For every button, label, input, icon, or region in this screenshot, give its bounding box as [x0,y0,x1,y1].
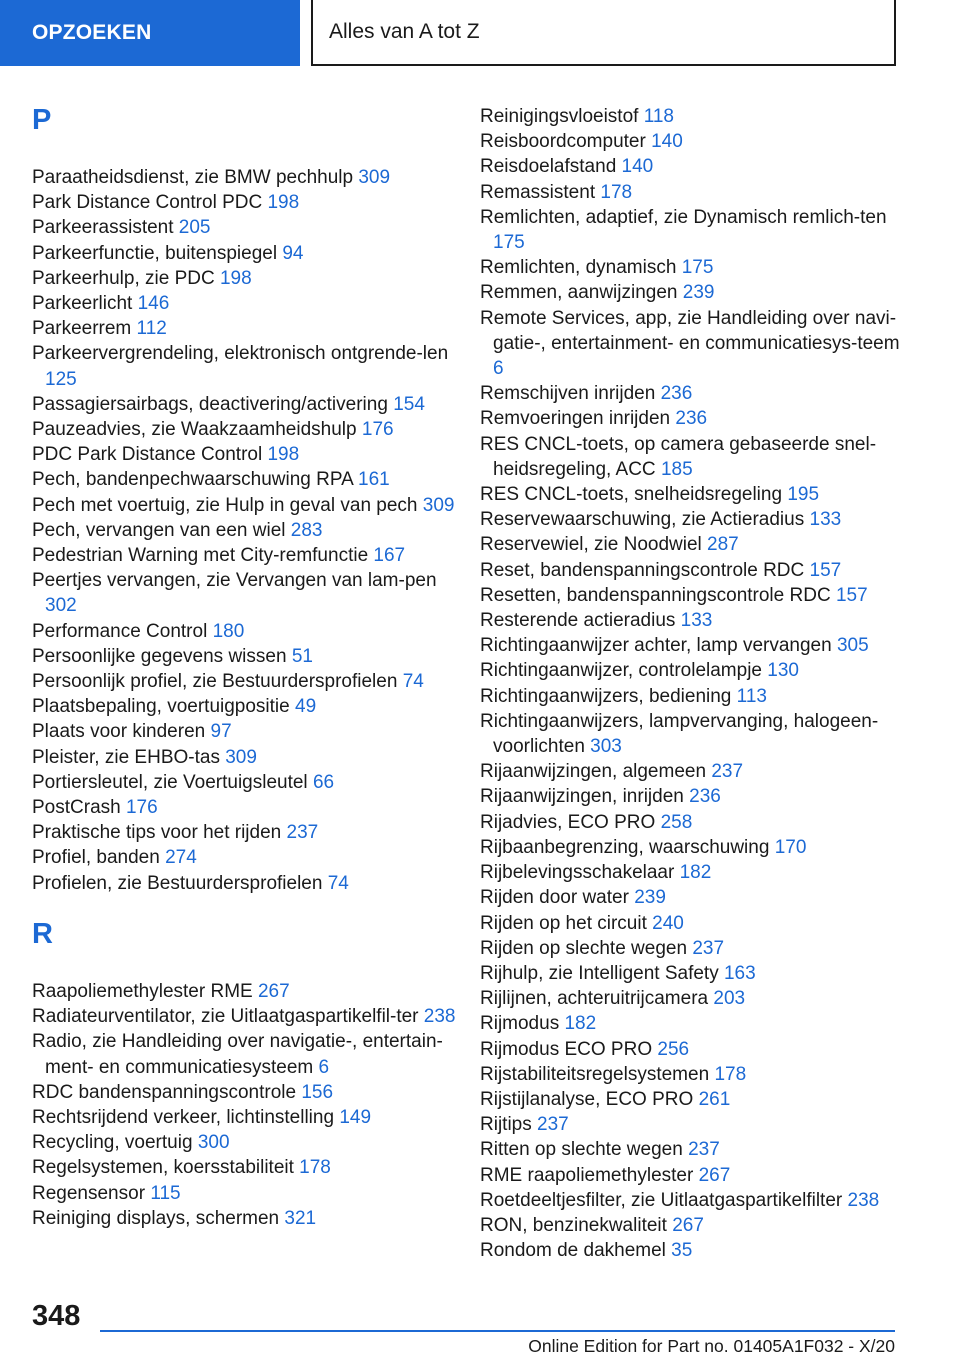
index-entry-text: Persoonlijke gegevens wissen [32,645,287,667]
index-entry-text: Performance Control [32,620,208,642]
index-entry [32,871,457,896]
index-entry-text: Richtingaanwijzer achter, lamp vervangen [480,635,832,657]
index-entry-text: Pleister, zie EHBO-tas [32,746,220,768]
index-entry-text: Rijden op slechte wegen [480,937,688,959]
index-page-link[interactable]: 274 [165,847,197,869]
index-entry [480,406,905,431]
index-page-link[interactable]: 302 [45,595,77,617]
index-entry-text: Plaatsbepaling, voertuigpositie [32,696,290,718]
index-entry-text: Remmen, aanwijzingen [480,282,678,304]
index-page-link[interactable]: 180 [212,620,245,642]
index-entry [480,936,905,961]
index-page-link[interactable]: 133 [680,610,713,632]
index-entry-text: PostCrash [32,797,121,819]
index-entry-text: Rijmodus [480,1013,560,1035]
index-page-link[interactable]: 125 [45,368,77,390]
index-page-link[interactable]: 236 [675,408,708,430]
index-entry-text: Reiniging displays, schermen [32,1207,280,1229]
index-entry [480,381,905,406]
index-page-link[interactable]: 178 [299,1157,331,1179]
index-page-link[interactable]: 237 [537,1114,569,1136]
index-entry-text: Rijbaanbegrenzing, waarschuwing [480,836,770,858]
index-page-link[interactable]: 300 [197,1132,230,1154]
index-entry [480,911,905,936]
index-entry [480,306,905,382]
index-entry [32,241,457,266]
index-page-link[interactable]: 238 [847,1189,880,1211]
index-entry [32,215,457,240]
index-entry-text: Rijlijnen, achteruitrijcamera [480,988,709,1010]
tab-opzoeken[interactable] [0,0,300,66]
index-entry-text: Rijhulp, zie Intelligent Safety [480,962,719,984]
index-page-link[interactable]: 237 [711,761,744,783]
footer-divider [100,1330,895,1332]
index-page-link[interactable]: 175 [493,232,525,254]
index-entry [480,1163,905,1188]
index-page-link[interactable]: 146 [137,293,170,315]
index-entry [480,835,905,860]
index-page-link[interactable]: 236 [660,383,693,405]
index-page-link[interactable]: 113 [736,685,767,707]
index-entry [32,291,457,316]
index-page-link[interactable]: 267 [698,1164,731,1186]
index-entry [480,1037,905,1062]
index-entry [32,1080,457,1105]
index-page-link[interactable]: 157 [835,584,868,606]
index-page-link[interactable]: 198 [267,444,300,466]
index-entry-text: Rijmodus ECO PRO [480,1038,653,1060]
index-entry [32,316,457,341]
index-page-link[interactable]: 239 [634,887,666,909]
index-entry-text: Reservewiel, zie Noodwiel [480,534,702,556]
index-entry-text: Richtingaanwijzers, bediening [480,685,732,707]
index-entry [32,1004,457,1029]
index-entry [480,583,905,608]
index-entry-text: RES CNCL-toets, snelheidsregeling [480,484,783,506]
index-entry-text: Park Distance Control PDC [32,192,263,214]
index-entry-text: Paraatheidsdienst, zie BMW pechhulp [32,167,354,188]
index-entry [32,1130,457,1155]
index-page-link[interactable]: 195 [787,484,820,506]
index-page-link[interactable]: 74 [327,872,349,894]
index-entry-text: Reservewaarschuwing, zie Actieradius [480,509,805,531]
index-entry-text: RON, benzinekwaliteit [480,1214,667,1236]
index-entry-text: Parkeerhulp, zie PDC [32,267,215,289]
index-entry [32,392,457,417]
index-entry-text: Rijstijlanalyse, ECO PRO [480,1088,694,1110]
index-entry [32,266,457,291]
index-entry-text: Resterende actieradius [480,610,676,632]
tab-opzoeken-label: OPZOEKEN [32,21,152,44]
index-page-link[interactable]: 203 [713,988,746,1010]
index-page-link[interactable]: 112 [136,318,167,340]
index-entry-text: Remassistent [480,181,596,203]
index-entry [480,205,905,255]
index-entry-text: RES CNCL-toets, op camera gebaseerde snel-heidsregeling, ACC [480,433,877,480]
index-entry [480,784,905,809]
index-entry-text: Parkeerlicht [32,293,133,315]
index-entry [32,493,457,518]
tab-az-label: Alles van A tot Z [329,20,480,43]
index-entry-text: Pech, bandenpechwaarschuwing RPA [32,469,353,491]
index-page-link[interactable]: 167 [373,545,406,567]
index-page-link[interactable]: 6 [493,358,504,380]
index-entry-text: Rijbelevingsschakelaar [480,862,675,884]
index-entry-text: Rijden op het circuit [480,912,647,934]
index-page-link[interactable]: 51 [291,645,313,667]
index-entry [480,1137,905,1162]
index-page-link[interactable]: 239 [682,282,715,304]
index-entry-text: Profielen, zie Bestuurdersprofielen [32,872,323,894]
index-entry [32,190,457,215]
index-page-link[interactable]: 237 [688,1139,720,1161]
index-entry-text: Regensensor [32,1182,146,1204]
index-page-link[interactable]: 303 [590,736,622,758]
index-column-left [32,104,457,1231]
tab-alles-van-a-tot-z[interactable] [311,0,896,66]
index-entry-text: Profiel, banden [32,847,160,869]
index-page-link[interactable]: 163 [723,962,756,984]
index-entry [480,1238,905,1263]
index-entry-text: RME raapoliemethylester [480,1164,694,1186]
index-entry-text: Radiateurventilator, zie Uitlaatgaspartikelfil-ter [32,1006,419,1028]
index-entry-text: Plaats voor kinderen [32,721,206,743]
index-entry [480,432,905,482]
index-entry [32,165,457,190]
index-page-link[interactable]: 240 [652,912,684,934]
index-page-link[interactable]: 175 [681,257,714,279]
index-page-link[interactable]: 74 [402,671,424,693]
index-entry [480,280,905,305]
index-entry [480,154,905,179]
index-entry [32,669,457,694]
index-entry-text: Remschijven inrijden [480,383,656,405]
index-letter-p: P [32,104,52,136]
index-page-link[interactable]: 238 [423,1006,456,1028]
index-entry [480,129,905,154]
index-entry [32,719,457,744]
index-entry-text: Rijtips [480,1114,532,1136]
index-page-link[interactable]: 149 [339,1106,372,1128]
index-entry [480,986,905,1011]
index-entry [32,467,457,492]
index-entry-text: Rondom de dakhemel [480,1240,666,1262]
index-entry-text: Reset, bandenspanningscontrole RDC [480,559,805,581]
index-entry [32,518,457,543]
index-entry-text: Pech met voertuig, zie Hulp in geval van pech [32,494,418,516]
index-entry-text: PDC Park Distance Control [32,444,263,466]
index-page-link[interactable]: 115 [150,1182,181,1204]
index-page-link[interactable]: 309 [422,494,455,516]
index-page-link[interactable]: 176 [361,419,394,441]
index-page-link[interactable]: 176 [125,797,158,819]
index-list-r [32,979,457,1231]
index-page-link[interactable]: 94 [282,242,304,264]
header [0,0,960,66]
index-page-link[interactable]: 205 [178,217,211,239]
index-entry [480,1188,905,1213]
index-entry [480,1011,905,1036]
index-list-p [32,165,457,896]
index-entry [480,633,905,658]
index-page-link[interactable]: 258 [660,811,693,833]
index-entry-text: Remlichten, adaptief, zie Dynamisch remlich-ten [480,206,887,228]
index-entry [480,1213,905,1238]
index-entry [480,507,905,532]
index-entry [32,568,457,618]
index-page-link[interactable]: 161 [358,469,390,491]
index-entry-text: Regelsystemen, koersstabiliteit [32,1157,294,1179]
index-page-link[interactable]: 198 [219,267,252,289]
index-entry [32,1181,457,1206]
index-page-link[interactable]: 236 [689,786,721,808]
index-entry-text: Remlichten, dynamisch [480,257,677,279]
index-page-link[interactable]: 157 [809,559,842,581]
index-entry [480,180,905,205]
index-entry [480,810,905,835]
index-entry [480,1087,905,1112]
index-entry-text: Roetdeeltjesfilter, zie Uitlaatgaspartikelfilter [480,1189,843,1211]
index-page-link[interactable]: 256 [657,1038,690,1060]
index-page-link[interactable]: 185 [660,458,693,480]
index-page-link[interactable]: 170 [774,836,807,858]
index-page-link[interactable]: 237 [692,937,725,959]
index-page-link[interactable]: 140 [651,131,683,153]
index-entry [32,1029,457,1079]
index-entry-text: Parkeervergrendeling, elektronisch ontgrende-len [32,343,449,365]
index-page-link[interactable]: 309 [225,746,257,768]
index-entry [480,1062,905,1087]
index-page-link[interactable]: 49 [295,696,317,718]
index-entry-text: Reisboordcomputer [480,131,646,153]
index-list-r-continued [480,104,905,1263]
index-entry-text: Recycling, voertuig [32,1132,193,1154]
index-entry-text: Remote Services, app, zie Handleiding over navi-gatie-, entertainment- en communicatiesys-teem [480,307,900,354]
index-page-link[interactable]: 305 [836,635,869,657]
index-page-link[interactable]: 267 [257,980,290,1002]
index-entry [480,759,905,784]
index-entry [480,1112,905,1137]
index-entry [480,482,905,507]
index-page-link[interactable]: 133 [809,509,842,531]
index-page-link[interactable]: 261 [698,1088,731,1110]
index-entry-text: Rijadvies, ECO PRO [480,811,656,833]
index-entry [32,442,457,467]
index-page-link[interactable]: 35 [671,1240,693,1262]
index-entry [32,341,457,391]
index-entry [32,820,457,845]
index-entry [32,770,457,795]
index-entry-text: Richtingaanwijzers, lampvervanging, halogeen-voorlichten [480,710,879,758]
index-column-right [480,104,905,1263]
index-entry [32,795,457,820]
index-entry-text: Persoonlijk profiel, zie Bestuurdersprofielen [32,671,398,693]
index-page-link[interactable]: 267 [672,1214,704,1236]
index-page-link[interactable]: 66 [312,771,335,793]
index-entry [480,608,905,633]
index-page-link[interactable]: 321 [284,1207,317,1229]
index-entry [480,532,905,557]
index-page-link[interactable]: 309 [358,167,391,188]
index-entry [480,255,905,280]
index-entry [480,658,905,683]
index-page-link[interactable]: 140 [621,156,654,178]
index-entry-text: Reisdoelafstand [480,156,617,178]
index-entry [32,979,457,1004]
index-page-link[interactable]: 182 [679,862,712,884]
index-page-link[interactable]: 118 [643,106,674,127]
index-page-link[interactable]: 178 [714,1063,747,1085]
index-page-link[interactable]: 130 [767,660,799,682]
index-page-link[interactable]: 283 [290,519,323,541]
index-entry-text: Pech, vervangen van een wiel [32,519,286,541]
index-entry [480,961,905,986]
index-entry [32,543,457,568]
index-page-link[interactable]: 198 [267,192,300,214]
index-entry [32,644,457,669]
index-page-link[interactable]: 154 [393,393,425,415]
index-entry-text: Parkeerassistent [32,217,174,239]
index-entry-text: Parkeerrem [32,318,132,340]
index-page-link[interactable]: 6 [318,1056,330,1078]
index-entry-text: Rijaanwijzingen, algemeen [480,761,707,783]
index-entry [32,1155,457,1180]
index-entry-text: Rijstabiliteitsregelsystemen [480,1063,710,1085]
index-page-link[interactable]: 178 [600,181,633,203]
index-entry [32,417,457,442]
index-page-link[interactable]: 182 [564,1013,597,1035]
index-entry-text: Rijden door water [480,887,629,909]
index-entry-text: Remvoeringen inrijden [480,408,671,430]
index-entry [32,1105,457,1130]
index-entry [480,709,905,759]
index-entry-text: Peertjes vervangen, zie Vervangen van lam-pen [32,570,437,592]
index-entry-text: Richtingaanwijzer, controlelampje [480,660,762,682]
index-entry [480,684,905,709]
index-entry-text: Pauzeadvies, zie Waakzaamheidshulp [32,419,357,441]
index-entry-text: Praktische tips voor het rijden [32,822,282,844]
index-entry-text: Rijaanwijzingen, inrijden [480,786,684,808]
index-entry-text: Raapoliemethylester RME [32,980,253,1002]
index-letter-r: R [32,917,53,950]
index-entry-text: Ritten op slechte wegen [480,1139,683,1161]
index-entry [32,845,457,870]
index-entry-text: Parkeerfunctie, buitenspiegel [32,242,278,264]
index-entry [32,694,457,719]
index-entry-text: Portiersleutel, zie Voertuigsleutel [32,771,308,793]
index-page-link[interactable]: 287 [707,534,739,556]
page-number: 348 [32,1300,81,1332]
index-entry-text: Passagiersairbags, deactivering/activering [32,393,388,415]
index-entry-text: Radio, zie Handleiding over navigatie-, entertain-ment- en communicatiesysteem [32,1031,443,1078]
index-entry-text: RDC bandenspanningscontrole [32,1081,297,1103]
index-entry-text: Pedestrian Warning met City-remfunctie [32,545,369,567]
index-entry [32,745,457,770]
index-page-link[interactable]: 237 [286,822,319,844]
index-page-link[interactable]: 97 [210,721,232,743]
index-entry-text: Reinigingsvloeistof [480,106,639,127]
index-entry [480,885,905,910]
index-entry [480,104,905,129]
index-entry [32,619,457,644]
index-page-link[interactable]: 156 [301,1081,334,1103]
footer-edition: Online Edition for Part no. 01405A1F032 - X/20 [528,1336,895,1356]
index-entry [32,1206,457,1231]
index-entry-text: Resetten, bandenspanningscontrole RDC [480,584,831,606]
index-entry-text: Rechtsrijdend verkeer, lichtinstelling [32,1106,335,1128]
index-entry [480,558,905,583]
index-entry [480,860,905,885]
